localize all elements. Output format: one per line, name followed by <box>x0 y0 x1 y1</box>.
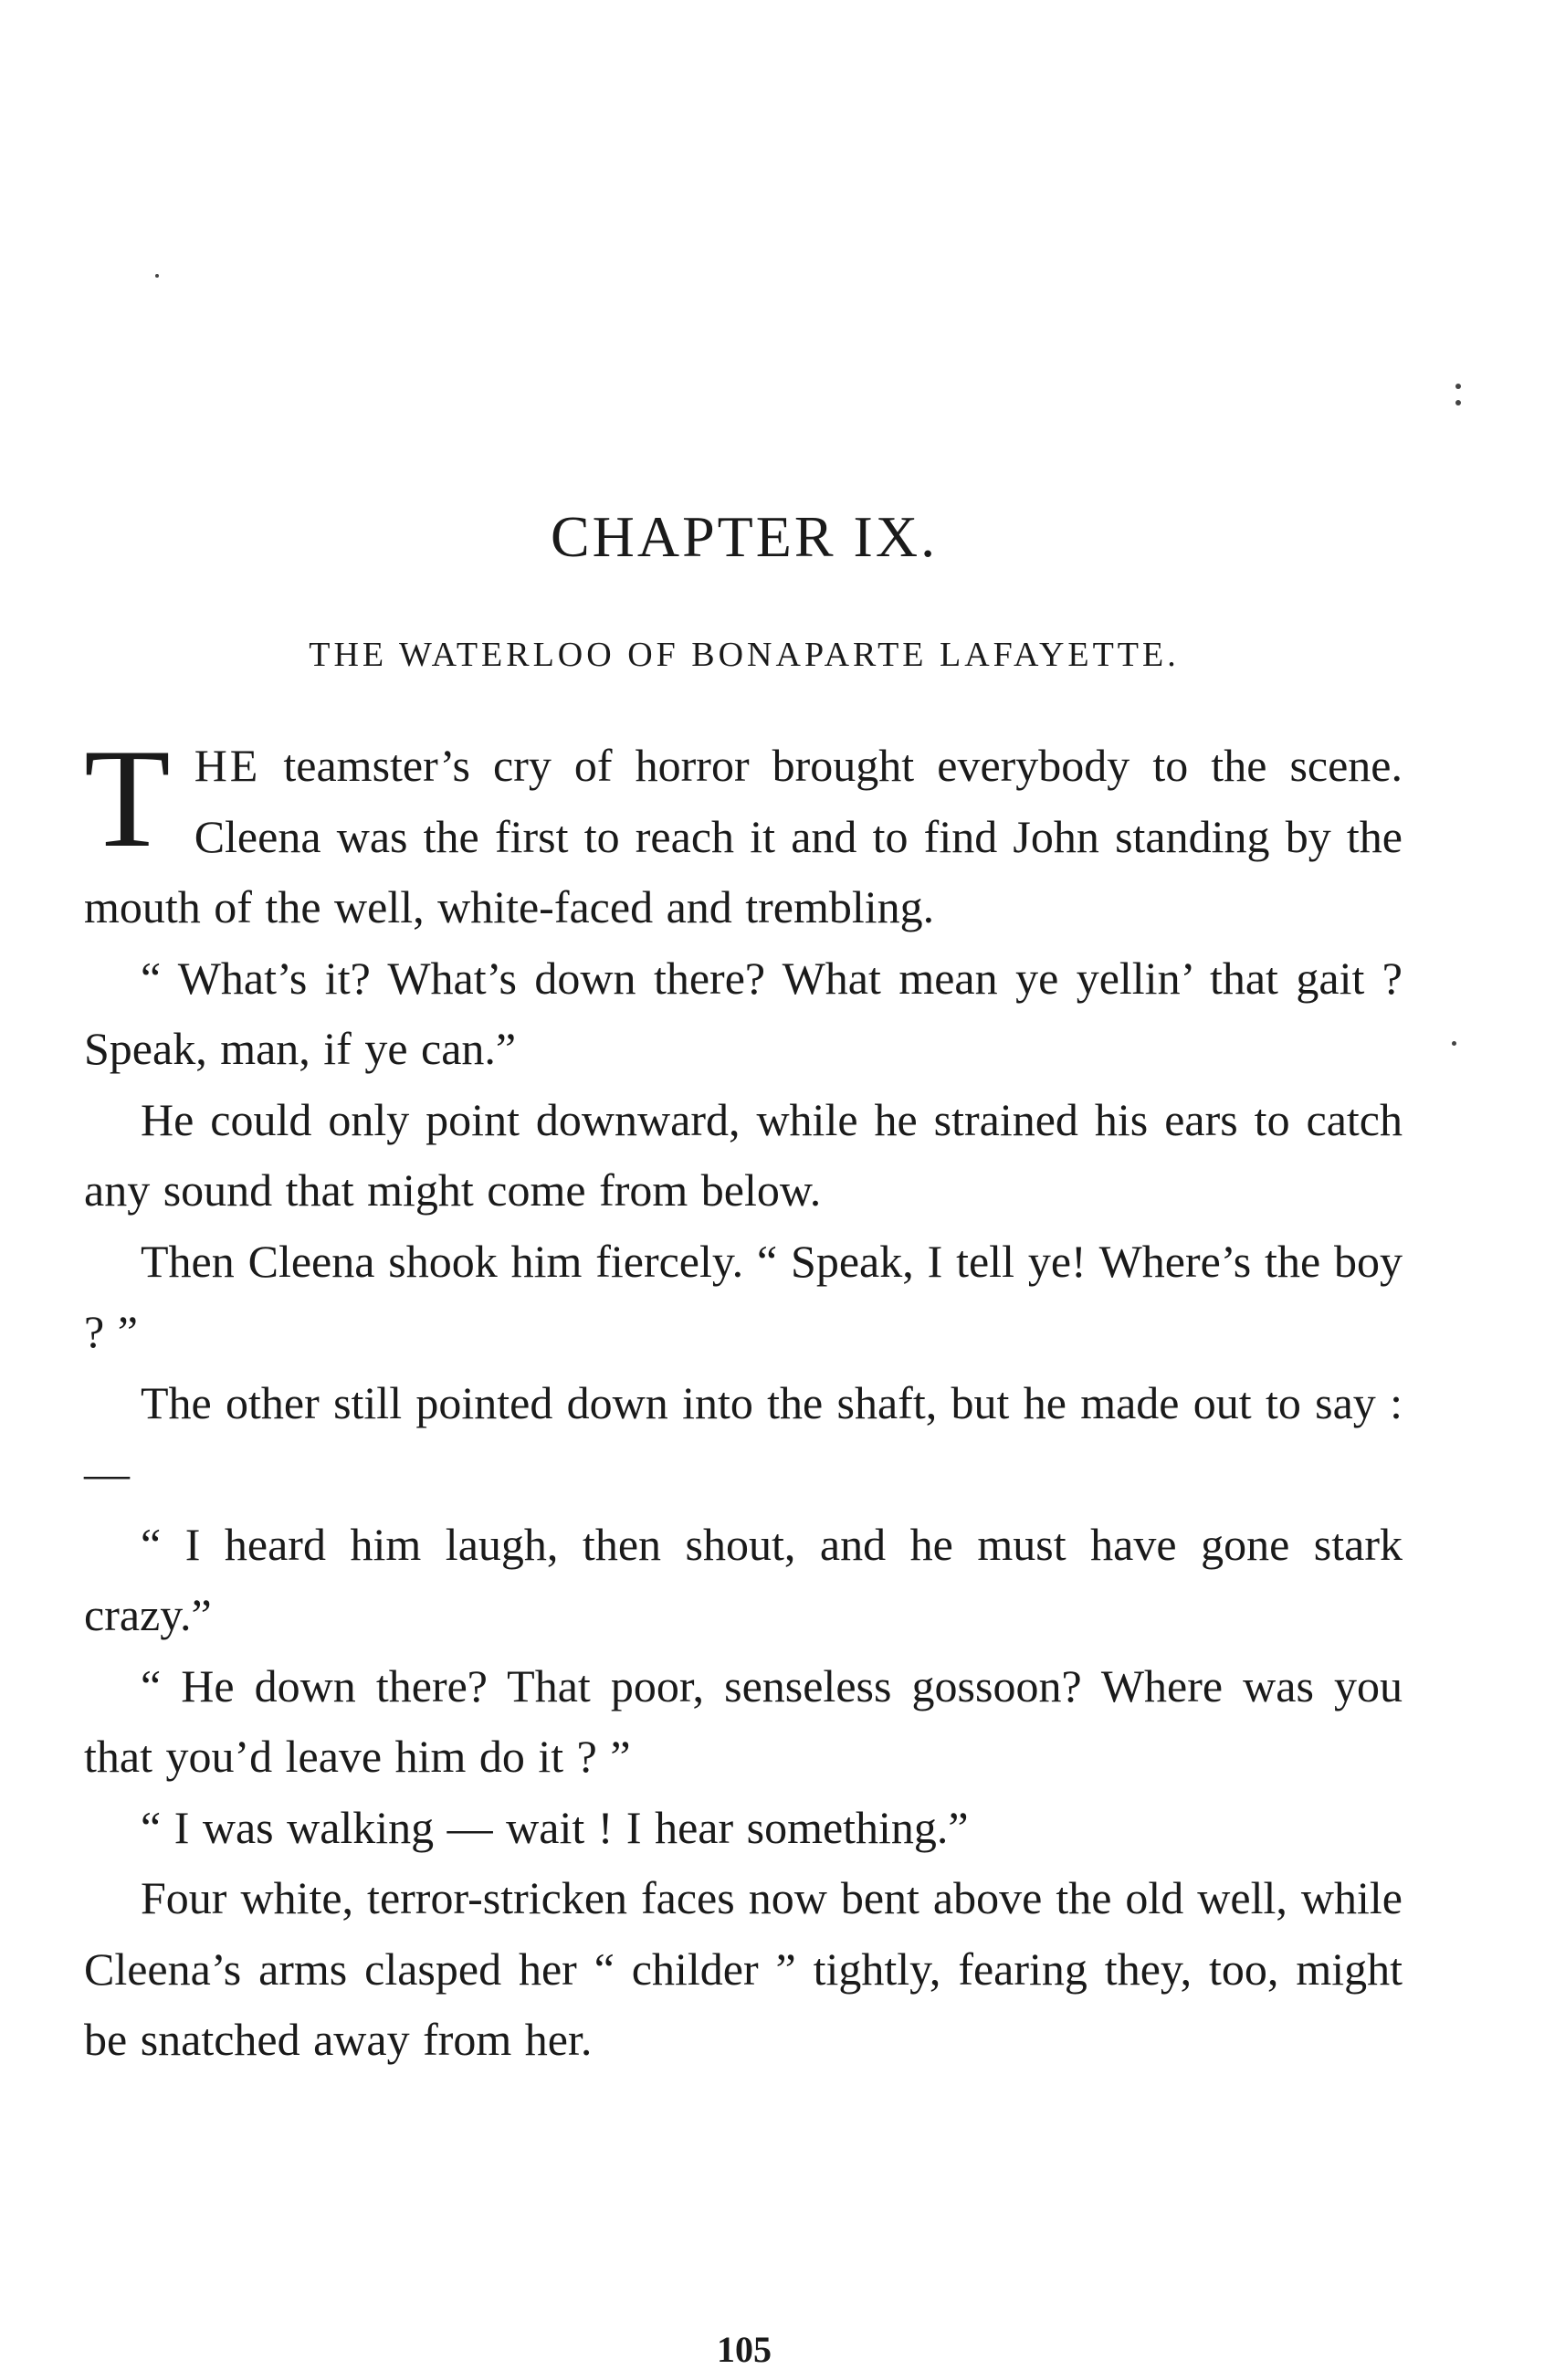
scan-speck <box>1455 384 1461 389</box>
paragraph-7: “ He down there? That poor, senseless gossoon? Where was you that you’d leave him do it ? ” <box>84 1659 1403 1782</box>
paragraph-2: “ What’s it? What’s down there? What mean ye yellin’ that gait ? Speak, man, if ye can.” <box>84 952 1403 1074</box>
paragraph-4: Then Cleena shook him fiercely. “ Speak, I tell ye! Where’s the boy ? ” <box>84 1235 1403 1357</box>
page-number: 105 <box>717 2329 772 2370</box>
scan-speck <box>1452 1041 1456 1046</box>
paragraph-6: “ I heard him laugh, then shout, and he must have gone stark crazy.” <box>84 1518 1403 1640</box>
scan-speck <box>1455 400 1461 405</box>
paragraph-1-text: teamster’s cry of horror brought everybody to the scene. Cleena was the first to reach it and to find John standing by the mouth of the well, white-faced and trembling. <box>84 740 1403 932</box>
scan-speck <box>155 274 159 278</box>
paragraph-9: Four white, terror-stricken faces now bent above the old well, while Cleena’s arms clasped her “ childer ” tightly, fearing they, too, might be snatched away from her. <box>84 1872 1403 2065</box>
chapter-title: CHAPTER IX. <box>550 504 939 569</box>
small-caps-opening: HE <box>194 740 261 791</box>
paragraph-3: He could only point downward, while he strained his ears to catch any sound that might come from below. <box>84 1093 1403 1216</box>
paragraph-1 <box>84 720 1403 943</box>
chapter-subtitle: THE WATERLOO OF BONAPARTE LAFAYETTE. <box>309 636 1180 674</box>
drop-cap: T <box>84 720 171 877</box>
body-text <box>84 720 1403 2076</box>
paragraph-5: The other still pointed down into the shaft, but he made out to say : — <box>84 1376 1403 1499</box>
paragraph-8: “ I was walking — wait ! I hear something.” <box>141 1801 969 1853</box>
